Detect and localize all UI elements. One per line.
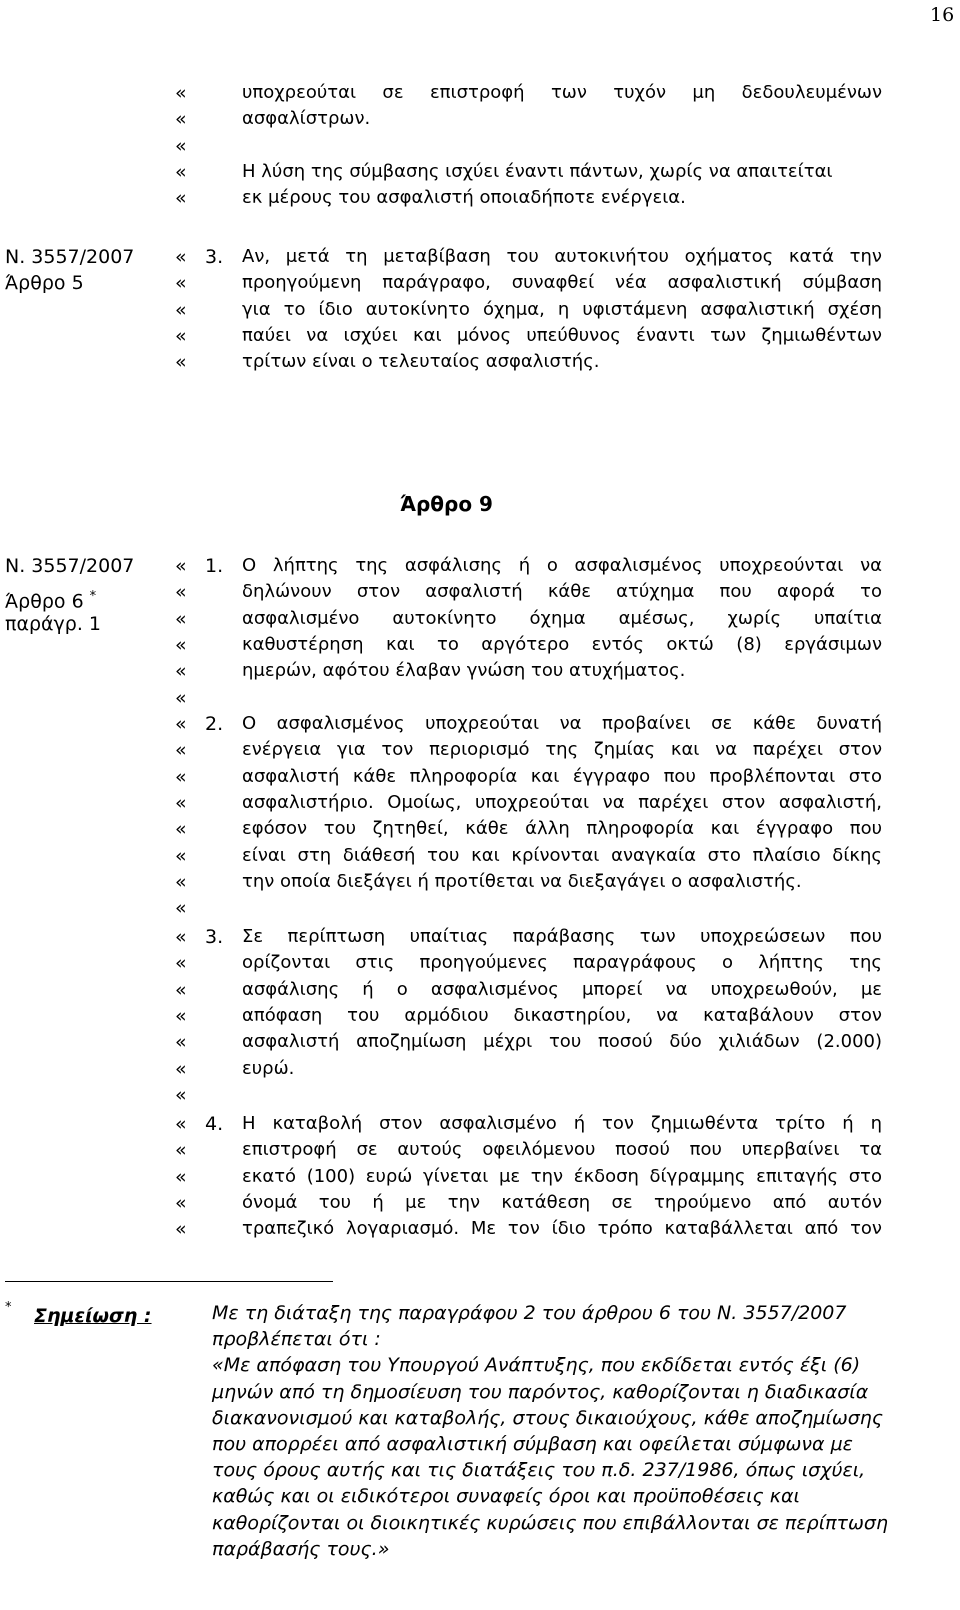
quote-mark: «: [175, 351, 187, 374]
quote-mark: «: [175, 818, 187, 841]
prev-paragraph-3-line: παύει να ισχύει και μόνος υπεύθυνος έναντι των ζημιωθέντων: [242, 324, 882, 346]
ref-article-1: Άρθρο 5: [5, 272, 84, 294]
paragraph-3-line: απόφαση του αρμόδιου δικαστηρίου, να καταβάλουν στον: [242, 1004, 882, 1026]
quote-mark: «: [175, 1031, 187, 1054]
paragraph-4-line: επιστροφή σε αυτούς οφειλόμενου ποσού που υπερβαίνει τα: [242, 1139, 882, 1161]
paragraph-3-line: ευρώ.: [242, 1057, 295, 1079]
quote-mark: «: [175, 765, 187, 788]
prev-paragraph-3-number: 3.: [205, 246, 224, 268]
top-text-line: Η λύση της σύμβασης ισχύει έναντι πάντων, χωρίς να απαιτείται: [242, 160, 833, 182]
paragraph-2-line: την οποία διεξάγει ή προτίθεται να διεξαγάγει ο ασφαλιστής.: [242, 870, 802, 892]
paragraph-1-line: Ο λήπτης της ασφάλισης ή ο ασφαλισμένος υποχρεούνται να: [242, 555, 882, 576]
paragraph-2-line: είναι στη διάθεσή του και κρίνονται αναγκαία στο πλαίσιο δίκης: [242, 844, 882, 866]
footnote-line: προβλέπεται ότι :: [212, 1328, 381, 1351]
paragraph-4-line: Η καταβολή στον ασφαλισμένο ή τον ζημιωθέντα τρίτο ή η: [242, 1113, 882, 1134]
quote-mark: «: [175, 660, 187, 683]
footnote-label: Σημείωση :: [34, 1305, 152, 1327]
quote-mark: «: [175, 633, 187, 656]
quote-mark: «: [175, 82, 187, 104]
page-number: 16: [930, 4, 955, 26]
footnote-mark: *: [5, 1300, 12, 1315]
paragraph-3-number: 3.: [205, 926, 224, 948]
quote-mark: «: [175, 1191, 187, 1214]
quote-mark: «: [175, 870, 187, 893]
footnote-line: καθώς και οι ειδικότεροι συναφείς όροι και προϋποθέσεις και: [212, 1485, 800, 1508]
ref-paragraph-2: παράγρ. 1: [5, 613, 102, 635]
paragraph-1-line: ασφαλισμένο αυτοκίνητο όχημα αμέσως, χωρίς υπαίτια: [242, 607, 882, 629]
ref-article-2: [5, 584, 96, 614]
quote-mark: «: [175, 246, 187, 268]
quote-mark: «: [175, 739, 187, 762]
article-heading: Άρθρο 9: [400, 492, 493, 516]
quote-mark: «: [175, 160, 187, 183]
prev-paragraph-3-line: τρίτων είναι ο τελευταίος ασφαλιστής.: [242, 351, 600, 373]
paragraph-2-line: ασφαλιστή κάθε πληροφορία και έγγραφο που προβλέπονται στο: [242, 765, 882, 787]
quote-mark: «: [175, 713, 187, 735]
quote-mark: «: [175, 187, 187, 210]
paragraph-3-line: Σε περίπτωση υπαίτιας παράβασης των υποχρεώσεων που: [242, 926, 882, 947]
paragraph-1-number: 1.: [205, 555, 224, 577]
quote-mark: «: [175, 272, 187, 295]
quote-mark: «: [175, 978, 187, 1001]
quote-mark: «: [175, 686, 187, 709]
paragraph-2-line: ενέργεια για τον περιορισμό της ζημίας και να παρέχει στον: [242, 739, 882, 761]
ref-article-2-text: Άρθρο 6: [5, 590, 84, 613]
ref-law-2: Ν. 3557/2007: [5, 555, 135, 577]
footnote-line: διακανονισμού και καταβολής, στους δικαιούχους, κάθε αποζημίωσης: [212, 1406, 884, 1429]
footnote-line: παράβασής τους.»: [212, 1537, 390, 1560]
footnote-line: τους όρους αυτής και τις διατάξεις του π.δ. 237/1986, όπως ισχύει,: [212, 1459, 866, 1482]
quote-mark: «: [175, 1218, 187, 1241]
paragraph-1-line: δηλώνουν στον ασφαλιστή κάθε ατύχημα που αφορά το: [242, 581, 882, 603]
quote-mark: «: [175, 844, 187, 867]
top-text-line: ασφαλίστρων.: [242, 108, 371, 130]
paragraph-4-line: τραπεζικό λογαριασμό. Με τον ίδιο τρόπο καταβάλλεται από τον: [242, 1218, 882, 1240]
quote-mark: «: [175, 298, 187, 321]
paragraph-2-number: 2.: [205, 713, 224, 735]
quote-mark: «: [175, 926, 187, 948]
ref-footnote-mark: *: [89, 589, 97, 604]
paragraph-4-line: όνομά του ή με την κατάθεση σε τηρούμενο από αυτόν: [242, 1191, 882, 1213]
paragraph-1-line: καθυστέρηση και το αργότερο εντός οκτώ (8) εργάσιμων: [242, 633, 882, 655]
quote-mark: «: [175, 1083, 187, 1106]
paragraph-3-line: ασφαλιστή αποζημίωση μέχρι του ποσού δύο χιλιάδων (2.000): [242, 1031, 882, 1053]
quote-mark: «: [175, 897, 187, 920]
quote-mark: «: [175, 1057, 187, 1080]
footnote-line: Με τη διάταξη της παραγράφου 2 του άρθρου 6 του Ν. 3557/2007: [212, 1302, 847, 1324]
footnote-line: «Με απόφαση του Υπουργού Ανάπτυξης, που εκδίδεται εντός έξι (6): [212, 1354, 861, 1377]
paragraph-3-line: ορίζονται στις προηγούμενες παραγράφους ο λήπτης της: [242, 952, 882, 974]
footnote-line: καθορίζονται οι διοικητικές κυρώσεις που επιβάλλονται σε περίπτωση: [212, 1511, 888, 1534]
quote-mark: «: [175, 134, 187, 157]
quote-mark: «: [175, 581, 187, 604]
footnote-line: που απορρέει από ασφαλιστική σύμβαση και οφείλεται σύμφωνα με: [212, 1433, 853, 1455]
ref-law-1: Ν. 3557/2007: [5, 246, 135, 268]
paragraph-4-number: 4.: [205, 1113, 224, 1135]
top-text-line: εκ μέρους του ασφαλιστή οποιαδήποτε ενέργεια.: [242, 187, 686, 209]
quote-mark: «: [175, 1139, 187, 1162]
top-text-line: υποχρεούται σε επιστροφή των τυχόν μη δεδουλευμένων: [242, 82, 882, 103]
paragraph-2-line: Ο ασφαλισμένος υποχρεούται να προβαίνει σε κάθε δυνατή: [242, 713, 882, 734]
quote-mark: «: [175, 555, 187, 577]
prev-paragraph-3-line: Αν, μετά τη μεταβίβαση του αυτοκινήτου οχήματος κατά την: [242, 246, 882, 267]
quote-mark: «: [175, 324, 187, 347]
paragraph-2-line: εφόσον του ζητηθεί, κάθε άλλη πληροφορία και έγγραφο που: [242, 818, 882, 840]
quote-mark: «: [175, 1113, 187, 1135]
paragraph-3-line: ασφάλισης ή ο ασφαλισμένος μπορεί να υποχρεωθούν, με: [242, 978, 882, 1000]
prev-paragraph-3-line: προηγούμενη παράγραφο, συναφθεί νέα ασφαλιστική σύμβαση: [242, 272, 882, 294]
paragraph-1-line: ημερών, αφότου έλαβαν γνώση του ατυχήματος.: [242, 660, 686, 682]
quote-mark: «: [175, 952, 187, 975]
paragraph-4-line: εκατό (100) ευρώ γίνεται με την έκδοση δίγραμμης επιταγής στο: [242, 1165, 882, 1187]
quote-mark: «: [175, 1165, 187, 1188]
quote-mark: «: [175, 791, 187, 814]
footnote-rule: [5, 1281, 333, 1282]
quote-mark: «: [175, 607, 187, 630]
quote-mark: «: [175, 108, 187, 131]
prev-paragraph-3-line: για το ίδιο αυτοκίνητο όχημα, η υφιστάμενη ασφαλιστική σχέση: [242, 298, 882, 320]
paragraph-2-line: ασφαλιστήριο. Ομοίως, υποχρεούται να παρέχει στον ασφαλιστή,: [242, 791, 882, 813]
footnote-line: μηνών από τη δημοσίευση του παρόντος, καθορίζονται η διαδικασία: [212, 1380, 869, 1403]
quote-mark: «: [175, 1004, 187, 1027]
